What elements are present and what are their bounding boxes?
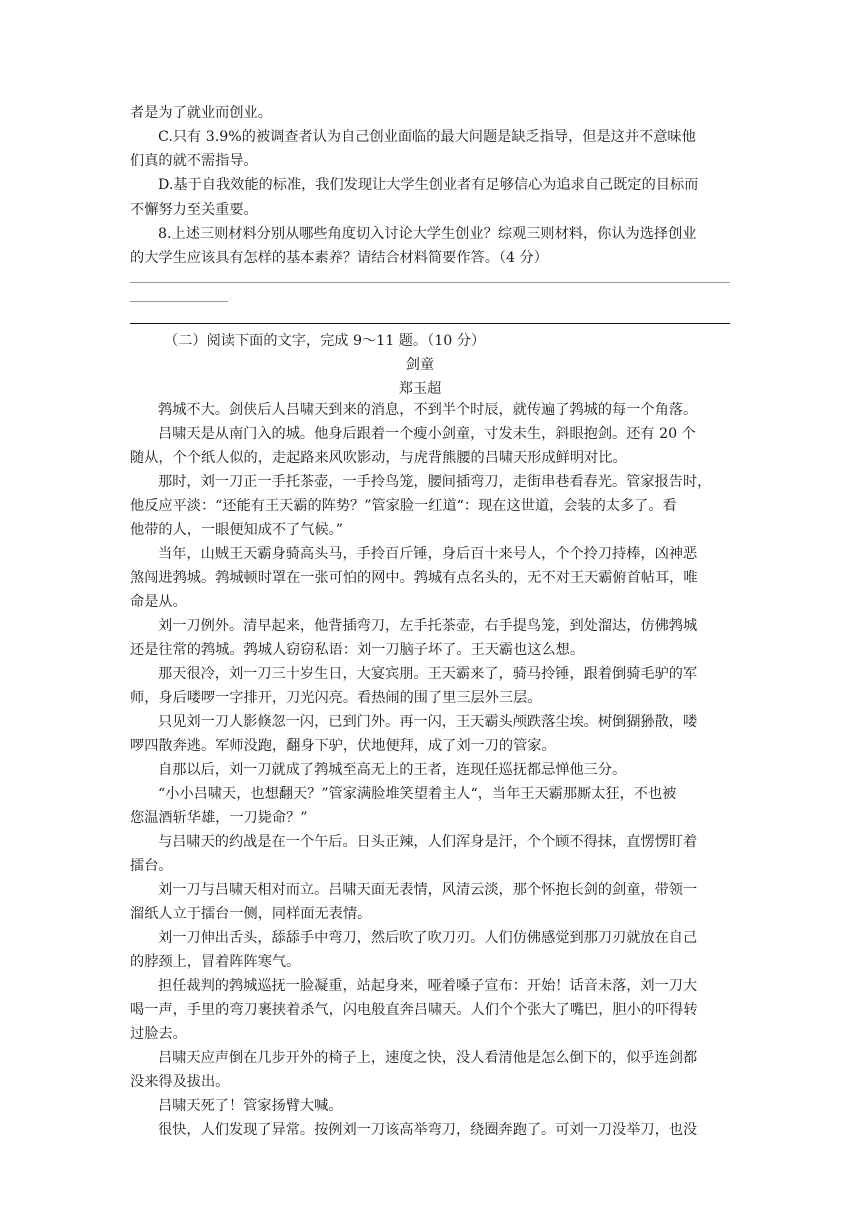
story-line: 喝一声，手里的弯刀裹挟着杀气，闪电般直奔吕啸天。人们个个张大了嘴巴，胆小的吓得转 bbox=[130, 1002, 698, 1018]
story-line: 他反应平淡：“还能有王天霸的阵势？”管家脸一红道“：现在这世道，会装的太多了。看 bbox=[130, 498, 677, 514]
story-line: 很快，人们发现了异常。按例刘一刀该高举弯刀，绕圈奔跑了。可刘一刀没举刀，也没 bbox=[158, 1122, 698, 1138]
story-line: 自那以后，刘一刀就成了鹁城至高无上的王者，连现任巡抚都忌惮他三分。 bbox=[158, 762, 627, 778]
story-title: 剑童 bbox=[405, 357, 435, 373]
story-line: 刘一刀与吕啸天相对而立。吕啸天面无表情，风清云淡，那个怀抱长剑的剑童，带领一 bbox=[158, 882, 698, 898]
story-line: 当年，山贼王天霸身骑高头马，手拎百斤锤，身后百十来号人，个个拎刀持棒，凶神恶 bbox=[158, 546, 698, 562]
text-line: 者是为了就业而创业。 bbox=[130, 105, 272, 121]
story-line: 他带的人，一眼便知成不了气候。” bbox=[130, 522, 343, 538]
text-line: 的大学生应该具有怎样的基本素养？请结合材料简要作答。（4 分） bbox=[130, 250, 548, 266]
text-line: 们真的就不需指导。 bbox=[130, 153, 258, 169]
story-line: 那天很冷，刘一刀三十岁生日，大宴宾朋。王天霸来了，骑马拎锤，跟着倒骑毛驴的军 bbox=[158, 666, 698, 682]
story-line: 过脸去。 bbox=[130, 1026, 187, 1042]
story-line: 担任裁判的鹁城巡抚一脸凝重，站起身来，哑着嗓子宣布：开始！话音未落，刘一刀大 bbox=[158, 978, 698, 994]
story-line: 那时，刘一刀正一手托茶壶，一手拎鸟笼，腰间插弯刀，走街串巷看春光。管家报告时， bbox=[158, 474, 712, 490]
story-line: 师，身后喽啰一字排开，刀光闪亮。看热闹的围了里三层外三层。 bbox=[130, 690, 542, 706]
story-line: 的脖颈上，冒着阵阵寒气。 bbox=[130, 954, 301, 970]
story-line: 刘一刀例外。清早起来，他背插弯刀，左手托茶壶，右手提鸟笼，到处溜达，仿佛鹁城 bbox=[158, 618, 698, 634]
story-line: 啰四散奔逃。军师没跑，翻身下驴，伏地便拜，成了刘一刀的管家。 bbox=[130, 738, 556, 754]
story-line: 吕啸天应声倒在几步开外的椅子上，速度之快，没人看清他是怎么倒下的，似乎连剑都 bbox=[158, 1050, 698, 1066]
answer-line[interactable] bbox=[130, 301, 228, 302]
story-line: 与吕啸天的约战是在一个午后。日头正辣，人们浑身是汗，个个顾不得抹，直愣愣盯着 bbox=[158, 834, 698, 850]
section-heading: （二）阅读下面的文字，完成 9～11 题。（10 分） bbox=[164, 333, 486, 349]
story-line: 没来得及拔出。 bbox=[130, 1074, 230, 1090]
story-line: 只见刘一刀人影倏忽一闪，已到门外。再一闪，王天霸头颅跌落尘埃。树倒猢狲散，喽 bbox=[158, 714, 698, 730]
story-line: 吕啸天是从南门入的城。他身后跟着一个瘦小剑童，寸发未生，斜眼抱剑。还有 20 个 bbox=[158, 426, 696, 442]
answer-line[interactable] bbox=[130, 282, 730, 283]
option-d-line: D.基于自我效能的标准，我们发现让大学生创业者有足够信心为追求自己既定的目标而 bbox=[158, 177, 699, 193]
story-line: 还是往常的鹁城。鹁城人窃窃私语：刘一刀脑子坏了。王天霸也这么想。 bbox=[130, 642, 585, 658]
story-line: 煞闯进鹁城。鹁城顿时罩在一张可怕的网中。鹁城有点名头的，无不对王天霸俯首帖耳，唯 bbox=[130, 570, 698, 586]
section-divider bbox=[130, 323, 730, 324]
story-author: 郑玉超 bbox=[398, 381, 442, 397]
story-line: 吕啸天死了！管家扬臂大喊。 bbox=[158, 1098, 343, 1114]
question-8-line: 8.上述三则材料分别从哪些角度切入讨论大学生创业？综观三则材料，你认为选择创业 bbox=[158, 226, 697, 242]
story-line: 随从，个个纸人似的，走起路来风吹影动，与虎背熊腰的吕啸天形成鲜明对比。 bbox=[130, 450, 627, 466]
text-line: 不懈努力至关重要。 bbox=[130, 202, 258, 218]
story-line: 溜纸人立于擂台一侧，同样面无表情。 bbox=[130, 906, 372, 922]
story-line: 刘一刀伸出舌头，舔舔手中弯刀，然后吹了吹刀刃。人们仿佛感觉到那刀刃就放在自己 bbox=[158, 930, 698, 946]
story-line: 命是从。 bbox=[130, 594, 187, 610]
story-line: 鹁城不大。剑侠后人吕啸天到来的消息，不到半个时辰，就传遍了鹁城的每一个角落。 bbox=[158, 402, 698, 418]
story-line: “小小吕啸天，也想翻天？”管家满脸堆笑望着主人“，当年王天霸那厮太狂，不也被 bbox=[158, 786, 677, 802]
story-line: 您温酒斩华雄，一刀毙命？” bbox=[130, 810, 308, 826]
story-line: 擂台。 bbox=[130, 858, 173, 874]
option-c-line: C.只有 3.9%的被调查者认为自己创业面临的最大问题是缺乏指导，但是这并不意味他 bbox=[158, 129, 696, 145]
